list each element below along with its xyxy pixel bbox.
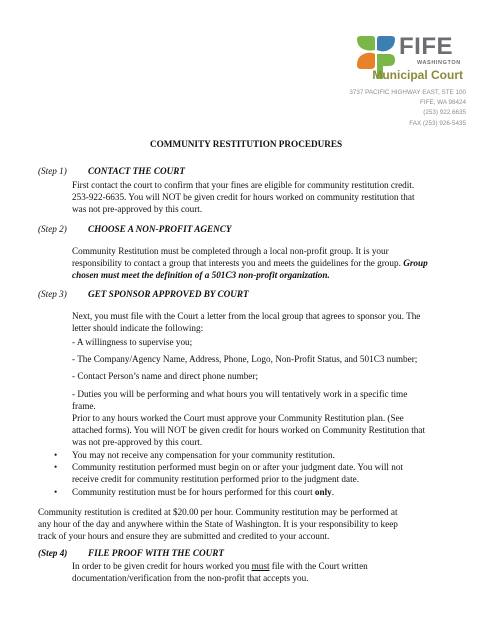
address-line: (253) 922.6635	[423, 109, 466, 117]
list-item: - The Company/Agency Name, Address, Phone, Logo, Non-Profit Status, and 501C3 number;	[72, 354, 418, 365]
rules-list	[52, 449, 452, 498]
page-title: COMMUNITY RESTITUTION PROCEDURES	[150, 139, 343, 149]
logo-name: FIFE	[399, 33, 453, 60]
logo-court-name: Municipal Court	[372, 68, 463, 82]
list-item: - Duties you will be performing and what hours you will tentatively work in a specific time	[72, 388, 408, 399]
address-line: FAX (253) 926-5435	[409, 119, 466, 127]
step-4-text: In order to be given credit for hours worked you must file with the Court written documentation/verification from the non-profit that accepts you.	[72, 561, 368, 584]
step-3-approval-text: Prior to any hours worked the Court must approve your Community Restitution plan. (See attached forms). You will NOT be given credit for hours worked on Community Restitution that was not pre-approved by this court.	[72, 413, 425, 448]
step-4-heading: FILE PROOF WITH THE COURT	[88, 548, 224, 558]
list-item: • You may not receive any compensation for your community restitution.	[54, 450, 335, 460]
list-item: - A willingness to supervise you;	[72, 337, 193, 347]
step-3-list	[72, 336, 452, 412]
step-4-label: (Step 4)	[38, 548, 68, 558]
step-3-heading: GET SPONSOR APPROVED BY COURT	[88, 289, 249, 299]
step-1-text: First contact the court to confirm that your fines are eligible for community restitution credit. 253-922-6635. You will NOT be given credit for hours worked on community restitution that was not pre-approved by this court.	[72, 180, 415, 215]
court-address	[349, 88, 466, 129]
step-1-heading: CONTACT THE COURT	[88, 166, 185, 176]
step-2-text: Community Restitution must be completed through a local non-profit group. It is your responsibility to contact a group that interests you and meets the guidelines for the group. Group chosen must meet the definition of a 501C3 non-profit organization.	[72, 246, 428, 281]
court-logo	[355, 33, 465, 85]
list-item: • Community restitution performed must begin on or after your judgment date. You will not receive credit for community restitution performed prior to the judgment date.	[54, 462, 403, 485]
step-3-text: Next, you must file with the Court a letter from the local group that agrees to sponsor you. The letter should indicate the following:	[72, 311, 421, 334]
step-2-heading: CHOOSE A NON-PROFIT AGENCY	[88, 224, 232, 234]
address-line: 3737 PACIFIC HIGHWAY EAST, STE 100	[349, 89, 466, 96]
list-item: - Contact Person’s name and direct phone number;	[72, 371, 258, 382]
list-item: • Community restitution must be for hours performed for this court only.	[54, 486, 335, 497]
address-line: FIFE, WA 98424	[420, 99, 466, 107]
logo-state: WASHINGTON	[417, 60, 461, 66]
list-item: frame.	[72, 400, 96, 411]
step-3-label: (Step 3)	[38, 289, 67, 299]
step-1-label: (Step 1)	[38, 166, 67, 176]
credit-text: Community restitution is credited at $20.00 per hour. Community restitution may be performed at any hour of the day and anywhere within the State of Washington. It is your responsibility to keep track of your hours and ensure they are submitted and credited to your account.	[38, 507, 398, 542]
step-2-label: (Step 2)	[38, 224, 67, 234]
